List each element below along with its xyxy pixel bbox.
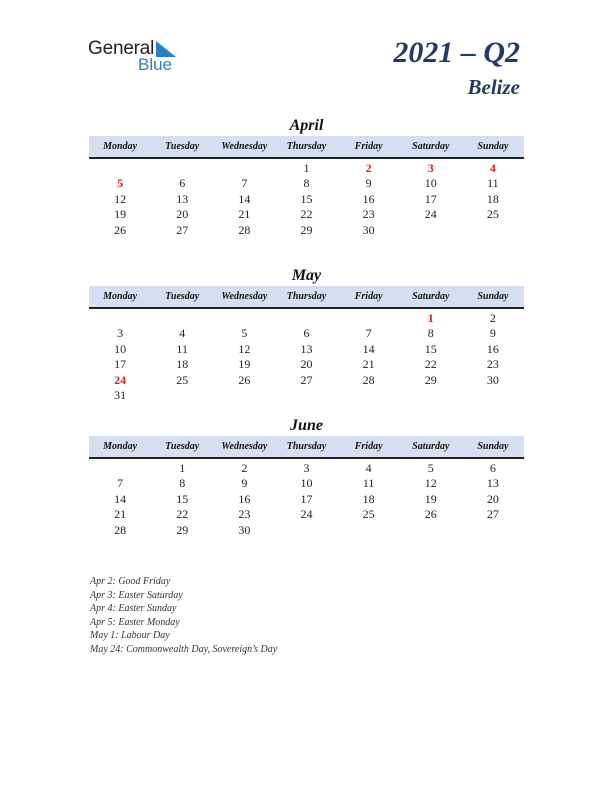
day-cell: 28 [114,522,127,537]
day-cell [462,523,524,538]
weekday-label: Sunday [477,441,509,452]
day-cell: 16 [362,191,375,206]
day-cell [400,223,462,238]
day-cell: 12 [238,341,251,356]
day-cell: 18 [486,191,499,206]
day-cell [213,388,275,403]
day-cell [151,388,213,403]
month-title: April [289,117,324,134]
day-cell: 17 [114,357,127,372]
day-cell: 29 [300,222,313,237]
day-cell: 19 [424,491,437,506]
weekday-label: Friday [354,291,383,302]
day-cell [400,523,462,538]
day-cell: 21 [114,507,127,522]
day-cell: 11 [176,341,188,356]
day-cell: 26 [238,372,251,387]
day-cell: 16 [486,341,499,356]
day-cell [462,223,524,238]
day-cell: 15 [424,341,437,356]
day-cell: 13 [176,191,189,206]
day-cell: 18 [362,491,375,506]
day-cell: 26 [114,222,127,237]
day-cell: 13 [300,341,313,356]
day-cell: 24 [300,507,313,522]
weekday-label: Wednesday [221,291,268,302]
weekday-label: Monday [103,141,138,152]
day-cell: 14 [114,491,127,506]
day-cell: 1 [303,161,310,175]
day-cell: 23 [238,507,251,522]
day-cell: 22 [176,507,189,522]
day-cell [89,461,151,476]
day-cell: 10 [114,341,127,356]
day-cell: 10 [300,476,313,491]
day-cell: 23 [362,207,375,222]
day-cell [338,523,400,538]
day-cell: 26 [424,507,437,522]
day-cell: 30 [362,222,375,237]
weekday-label: Saturday [412,141,450,152]
day-cell: 22 [300,207,313,222]
day-cell: 7 [365,326,372,341]
day-cell [275,311,337,326]
day-cell: 3 [427,161,434,175]
day-cell: 4 [489,161,496,175]
weekday-label: Wednesday [221,441,268,452]
day-cell: 8 [303,176,310,191]
day-cell: 2 [489,311,496,325]
day-cell: 12 [424,476,437,491]
month-title: May [291,267,322,284]
holiday-note: Apr 3: Easter Saturday [90,589,183,601]
day-cell: 11 [487,176,499,191]
holiday-notes [90,575,277,657]
day-cell: 24 [424,207,437,222]
day-cell: 3 [117,326,124,341]
holiday-note: Apr 4: Easter Sunday [90,603,177,615]
weekday-label: Sunday [477,291,509,302]
country-subtitle: Belize [467,75,520,99]
day-cell: 27 [486,507,499,522]
day-cell: 14 [238,191,251,206]
page-title: 2021 – Q2 [393,36,520,69]
logo-word-general: General [88,38,155,59]
day-cell [400,388,462,403]
day-cell: 22 [424,357,437,372]
day-cell [338,311,400,326]
day-cell: 6 [303,326,310,341]
day-cell: 30 [238,522,251,537]
day-cell: 29 [176,522,189,537]
weekday-label: Thursday [286,141,327,152]
day-cell: 4 [365,461,372,475]
day-cell: 18 [176,357,189,372]
day-cell: 31 [114,387,127,402]
weekday-header [89,136,524,159]
day-cell: 14 [362,341,375,356]
day-cell: 10 [424,176,437,191]
day-cell [275,388,337,403]
day-cell [213,161,275,176]
day-cell: 3 [303,461,310,475]
day-cell [338,388,400,403]
day-cell: 21 [238,207,251,222]
holiday-note: May 24: Commonwealth Day, Sovereign’s Day [90,643,278,655]
day-cell: 28 [238,222,251,237]
holiday-note: Apr 5: Easter Monday [90,616,180,628]
day-cell: 8 [179,476,186,491]
day-cell: 25 [362,507,375,522]
day-cell: 16 [238,491,251,506]
weekday-label: Wednesday [221,141,268,152]
day-cell: 25 [176,372,189,387]
weekday-header [89,436,524,459]
day-cell: 9 [241,476,248,491]
month-june [89,416,524,538]
day-cell: 21 [362,357,375,372]
day-cell: 7 [241,176,248,191]
day-cell: 29 [424,372,437,387]
day-cell: 5 [427,461,434,475]
weekday-label: Tuesday [165,141,200,152]
day-cell: 11 [362,476,375,491]
day-cell: 12 [114,191,127,206]
weekday-label: Monday [103,441,138,452]
day-cell: 23 [486,357,499,372]
logo-word-blue: Blue [138,55,173,74]
month-title: June [290,417,323,434]
day-cell: 5 [117,176,124,191]
month-may [89,266,524,403]
day-cell [275,523,337,538]
day-grid [89,309,524,403]
day-cell [151,311,213,326]
day-cell: 20 [176,207,189,222]
day-cell: 30 [486,372,499,387]
day-cell: 19 [238,357,251,372]
weekday-label: Friday [354,441,383,452]
weekday-label: Sunday [477,141,509,152]
day-cell: 20 [300,357,313,372]
day-cell: 8 [427,326,434,341]
day-cell: 2 [241,461,248,475]
weekday-label: Thursday [286,291,327,302]
day-grid [89,159,524,238]
day-cell: 2 [365,161,372,175]
weekday-label: Thursday [286,441,327,452]
weekday-label: Tuesday [165,291,200,302]
day-cell: 15 [300,191,313,206]
day-cell [89,161,151,176]
holiday-note: May 1: Labour Day [90,630,170,642]
weekday-header [89,286,524,309]
day-cell: 1 [179,461,186,475]
weekday-label: Saturday [412,291,450,302]
day-cell: 5 [241,326,248,341]
day-grid [89,459,524,538]
day-cell: 17 [424,191,437,206]
day-cell: 25 [486,207,499,222]
day-cell [89,311,151,326]
day-cell: 28 [362,372,375,387]
day-cell: 6 [179,176,186,191]
day-cell: 19 [114,207,127,222]
day-cell [462,388,524,403]
day-cell: 9 [489,326,496,341]
day-cell: 15 [176,491,189,506]
day-cell: 24 [114,372,127,387]
day-cell: 27 [300,372,313,387]
day-cell [213,311,275,326]
holiday-note: Apr 2: Good Friday [90,576,171,587]
day-cell: 1 [427,311,434,325]
day-cell: 20 [486,491,499,506]
generalblue-logo [88,38,188,78]
day-cell: 9 [365,176,372,191]
day-cell: 7 [117,476,124,491]
weekday-label: Friday [354,141,383,152]
day-cell: 27 [176,222,189,237]
day-cell [151,161,213,176]
day-cell: 4 [179,326,186,341]
day-cell: 17 [300,491,313,506]
day-cell: 6 [489,461,496,475]
day-cell: 13 [486,476,499,491]
weekday-label: Monday [103,291,138,302]
month-april [89,116,524,238]
weekday-label: Tuesday [165,441,200,452]
weekday-label: Saturday [412,441,450,452]
